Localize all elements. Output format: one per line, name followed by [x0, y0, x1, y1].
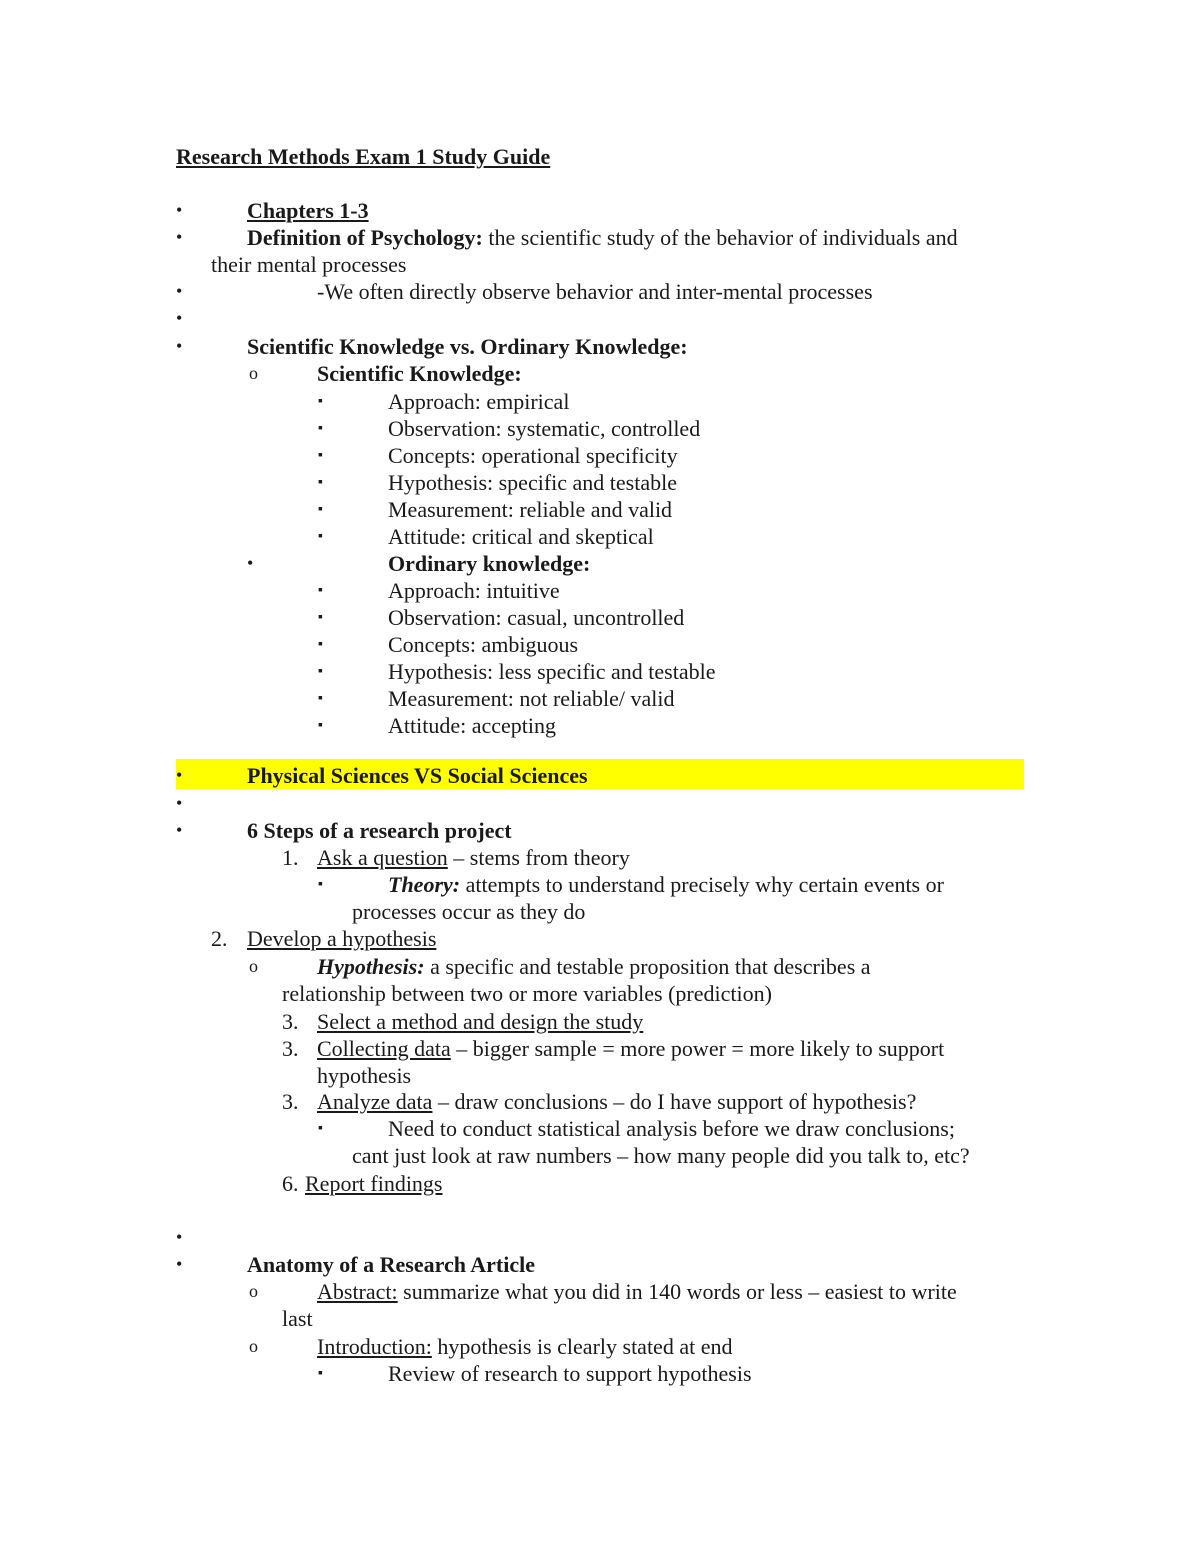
list-item-empty	[0, 790, 1200, 817]
introduction-body: hypothesis is clearly stated at end	[431, 1334, 733, 1359]
list-item	[0, 523, 1200, 550]
definition-body: the scientific study of the behavior of individuals and	[482, 225, 958, 250]
step-title: Report findings	[305, 1171, 443, 1196]
step-description: – stems from theory	[447, 845, 630, 870]
list-item	[0, 1333, 1200, 1360]
theory-text	[388, 871, 944, 898]
list-item	[0, 1008, 1200, 1035]
definition-text	[247, 224, 958, 251]
bullet-icon: •	[176, 820, 183, 840]
ordinary-item: Concepts: ambiguous	[388, 632, 579, 657]
scientific-item: Attitude: critical and skeptical	[388, 524, 654, 549]
observation-note: -We often directly observe behavior and inter-mental processes	[317, 279, 873, 304]
ordinary-item: Observation: casual, uncontrolled	[388, 605, 685, 630]
list-item	[0, 577, 1200, 604]
step-text	[317, 1035, 944, 1062]
step-number: 1.	[282, 845, 299, 870]
square-bullet-icon: ▪	[318, 664, 323, 679]
square-bullet-icon: ▪	[318, 448, 323, 463]
list-item-continuation	[0, 1305, 1200, 1332]
step-title: Analyze data	[317, 1089, 433, 1114]
abstract-body: summarize what you did in 140 words or less – easiest to write	[397, 1279, 957, 1304]
step-number: 3.	[282, 1036, 299, 1061]
abstract-label: Abstract:	[317, 1279, 398, 1304]
list-item	[0, 844, 1200, 871]
theory-body: attempts to understand precisely why certain events or	[460, 872, 944, 897]
circle-bullet-icon: o	[249, 1281, 258, 1301]
bullet-icon: •	[247, 553, 254, 573]
ordinary-item: Hypothesis: less specific and testable	[388, 659, 716, 684]
square-bullet-icon: ▪	[318, 394, 323, 409]
square-bullet-icon: ▪	[318, 718, 323, 733]
list-item-empty	[0, 1224, 1200, 1251]
list-item	[0, 1035, 1200, 1062]
circle-bullet-icon: o	[249, 1336, 258, 1356]
list-item	[0, 469, 1200, 496]
step-number: 6.	[282, 1171, 299, 1196]
bullet-icon: •	[176, 793, 183, 813]
bullet-icon: •	[176, 1254, 183, 1274]
circle-bullet-icon: o	[249, 956, 258, 976]
list-item	[0, 442, 1200, 469]
square-bullet-icon: ▪	[318, 421, 323, 436]
list-item	[0, 1170, 1200, 1197]
list-item-continuation	[0, 251, 1200, 278]
square-bullet-icon: ▪	[318, 637, 323, 652]
bullet-icon: •	[176, 336, 183, 356]
square-bullet-icon: ▪	[318, 583, 323, 598]
introduction-text	[317, 1333, 732, 1360]
hypothesis-label: Hypothesis:	[317, 954, 425, 979]
introduction-note: Review of research to support hypothesis	[388, 1361, 752, 1386]
bullet-icon: •	[176, 308, 183, 328]
bullet-icon: •	[176, 1227, 183, 1247]
step-text	[317, 844, 630, 871]
introduction-label: Introduction:	[317, 1334, 432, 1359]
list-item	[0, 197, 1200, 224]
list-item-continuation	[0, 1142, 1200, 1169]
ordinary-item: Approach: intuitive	[388, 578, 560, 603]
step-description: – draw conclusions – do I have support of hypothesis?	[432, 1089, 917, 1114]
definition-continuation: their mental processes	[211, 252, 407, 277]
square-bullet-icon: ▪	[318, 610, 323, 625]
scientific-item: Observation: systematic, controlled	[388, 416, 701, 441]
list-item	[0, 925, 1200, 952]
square-bullet-icon: ▪	[318, 502, 323, 517]
list-item	[0, 1360, 1200, 1387]
list-item	[0, 415, 1200, 442]
knowledge-heading: Scientific Knowledge vs. Ordinary Knowledge:	[247, 334, 688, 359]
list-item	[0, 388, 1200, 415]
bullet-icon: •	[176, 227, 183, 247]
list-item-continuation	[0, 980, 1200, 1007]
list-item	[0, 604, 1200, 631]
bullet-icon: •	[176, 281, 183, 301]
list-item	[0, 224, 1200, 251]
list-item	[0, 953, 1200, 980]
square-bullet-icon: ▪	[318, 529, 323, 544]
list-item	[0, 685, 1200, 712]
bullet-icon: •	[176, 200, 183, 220]
step-title: Ask a question	[317, 845, 448, 870]
document-title: Research Methods Exam 1 Study Guide	[176, 144, 551, 169]
list-item	[0, 496, 1200, 523]
abstract-text	[317, 1278, 957, 1305]
list-item	[0, 360, 1200, 387]
hypothesis-body: a specific and testable proposition that describes a	[424, 954, 871, 979]
hypothesis-text	[317, 953, 871, 980]
step-text	[317, 1088, 916, 1115]
physical-vs-social-heading: Physical Sciences VS Social Sciences	[247, 763, 588, 788]
step-number: 2.	[211, 926, 228, 951]
anatomy-heading: Anatomy of a Research Article	[247, 1252, 535, 1277]
list-item	[0, 1088, 1200, 1115]
square-bullet-icon: ▪	[318, 691, 323, 706]
step-description: – bigger sample = more power = more likely to support	[450, 1036, 945, 1061]
list-item	[0, 817, 1200, 844]
step-title: Select a method and design the study	[317, 1009, 644, 1034]
theory-label: Theory:	[388, 872, 461, 897]
theory-continuation: processes occur as they do	[352, 899, 586, 924]
title-line	[0, 143, 1200, 170]
scientific-knowledge-label: Scientific Knowledge:	[317, 361, 522, 386]
ordinary-knowledge-label: Ordinary knowledge:	[388, 551, 591, 576]
scientific-item: Approach: empirical	[388, 389, 570, 414]
circle-bullet-icon: o	[249, 363, 258, 383]
list-item	[0, 1115, 1200, 1142]
list-item	[0, 712, 1200, 739]
ordinary-item: Measurement: not reliable/ valid	[388, 686, 675, 711]
list-item	[0, 1251, 1200, 1278]
scientific-item: Concepts: operational specificity	[388, 443, 678, 468]
abstract-continuation: last	[282, 1306, 313, 1331]
step-number: 3.	[282, 1089, 299, 1114]
step-continuation: hypothesis	[317, 1063, 412, 1088]
list-item-empty	[0, 305, 1200, 332]
list-item	[0, 871, 1200, 898]
scientific-item: Measurement: reliable and valid	[388, 497, 673, 522]
chapters-heading: Chapters 1-3	[247, 198, 369, 223]
square-bullet-icon: ▪	[318, 1121, 323, 1136]
square-bullet-icon: ▪	[318, 475, 323, 490]
ordinary-item: Attitude: accepting	[388, 713, 556, 738]
analysis-note: Need to conduct statistical analysis before we draw conclusions;	[388, 1116, 955, 1141]
list-item	[0, 278, 1200, 305]
steps-heading: 6 Steps of a research project	[247, 818, 512, 843]
step-title: Collecting data	[317, 1036, 451, 1061]
hypothesis-continuation: relationship between two or more variables (prediction)	[282, 981, 772, 1006]
list-item	[0, 658, 1200, 685]
list-item	[0, 631, 1200, 658]
bullet-icon: •	[176, 765, 183, 785]
square-bullet-icon: ▪	[318, 1366, 323, 1381]
list-item	[0, 333, 1200, 360]
definition-label: Definition of Psychology:	[247, 225, 483, 250]
list-item-continuation	[0, 1062, 1200, 1089]
list-item	[0, 550, 1200, 577]
list-item	[0, 762, 1200, 789]
list-item-continuation	[0, 898, 1200, 925]
list-item	[0, 1278, 1200, 1305]
step-number: 3.	[282, 1009, 299, 1034]
analysis-note-continuation: cant just look at raw numbers – how many people did you talk to, etc?	[352, 1143, 970, 1168]
scientific-item: Hypothesis: specific and testable	[388, 470, 677, 495]
step-title: Develop a hypothesis	[247, 926, 437, 951]
square-bullet-icon: ▪	[318, 877, 323, 892]
